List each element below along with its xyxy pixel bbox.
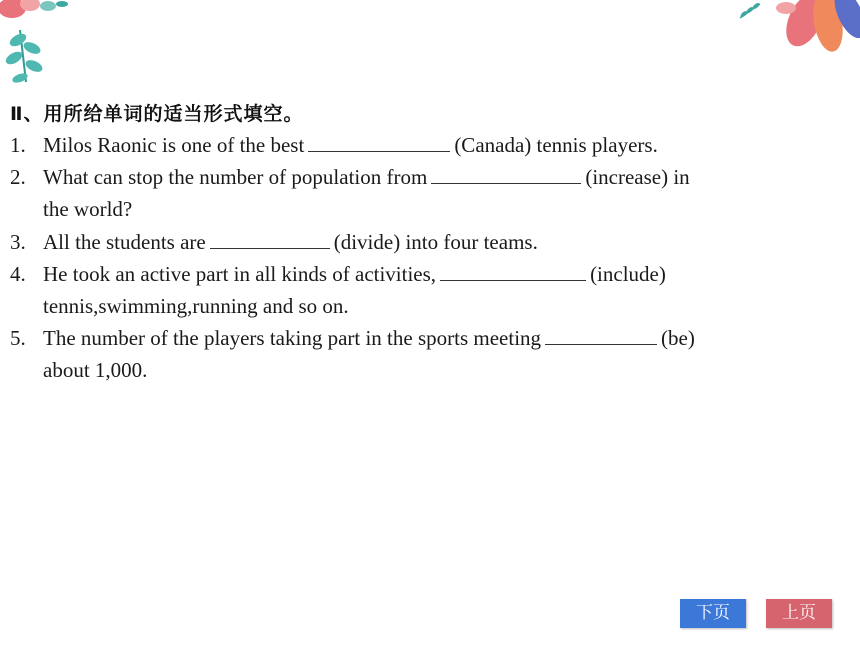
- question-number: 1.: [10, 133, 26, 157]
- previous-page-button[interactable]: 上页: [766, 599, 832, 628]
- question-text: Milos Raonic is one of the best: [43, 133, 305, 157]
- answer-blank[interactable]: [431, 163, 581, 184]
- section-title: Ⅱ、用所给单词的适当形式填空。: [10, 103, 304, 125]
- question-continuation: about 1,000.: [43, 358, 148, 382]
- question-text: He took an active part in all kinds of activities,: [43, 262, 437, 286]
- question-5: [10, 322, 830, 386]
- question-hint: (be): [661, 326, 695, 350]
- answer-blank[interactable]: [440, 260, 586, 281]
- leaf-decoration-top-right: [730, 0, 860, 70]
- next-page-button[interactable]: 下页: [680, 599, 746, 628]
- question-number: 2.: [10, 165, 26, 189]
- question-number: 5.: [10, 326, 26, 350]
- answer-blank[interactable]: [545, 324, 657, 345]
- question-number: 4.: [10, 262, 26, 286]
- question-3: [10, 226, 830, 258]
- question-hint: (increase) in: [585, 165, 690, 189]
- question-text: All the students are: [43, 230, 206, 254]
- question-text: What can stop the number of population from: [43, 165, 428, 189]
- question-number: 3.: [10, 230, 26, 254]
- question-1: [10, 129, 830, 161]
- question-hint: (Canada) tennis players.: [454, 133, 658, 157]
- answer-blank[interactable]: [210, 228, 330, 249]
- question-hint: (divide) into four teams.: [333, 230, 538, 254]
- question-continuation: the world?: [43, 197, 133, 221]
- question-text: The number of the players taking part in the sports meeting: [43, 326, 542, 350]
- question-hint: (include): [590, 262, 666, 286]
- question-4: [10, 258, 830, 322]
- leaf-decoration-top-left: [0, 0, 80, 90]
- question-2: [10, 161, 830, 225]
- answer-blank[interactable]: [308, 131, 450, 152]
- question-continuation: tennis,swimming,running and so on.: [43, 294, 349, 318]
